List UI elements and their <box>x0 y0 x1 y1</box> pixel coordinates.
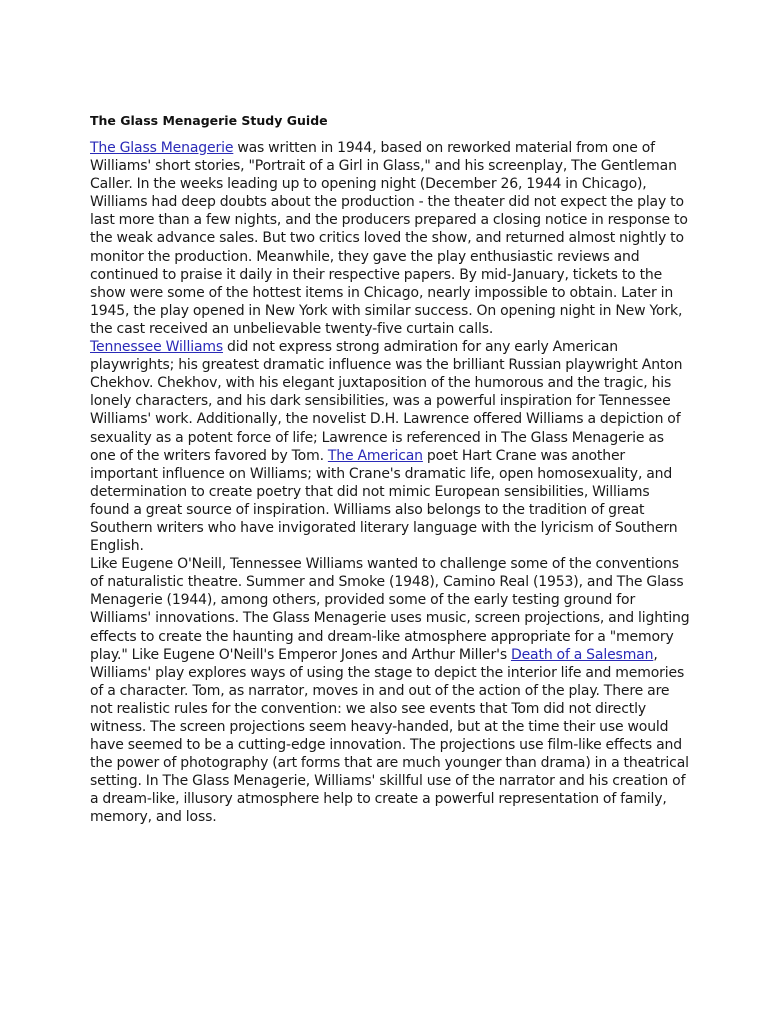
paragraph-innovations <box>90 555 690 826</box>
paragraph-history <box>90 139 690 338</box>
paragraph-text: was written in 1944, based on reworked material from one of Williams' short stories, "Portrait of a Girl in Glass," and his screenplay, The Gentleman Caller. In the weeks leading up to opening night (December 26, 1944 in Chicago), Williams had deep doubts about the production - the theater did not expect the play to last more than a few nights, and the producers prepared a closing notice in response to the weak advance sales. But two critics loved the show, and returned almost nightly to monitor the production. Meanwhile, they gave the play enthusiastic reviews and continued to praise it daily in their respective papers. By mid-January, tickets to the show were some of the hottest items in Chicago, nearly impossible to obtain. Later in 1945, the play opened in New York with similar success. On opening night in New York, the cast received an unbelievable twenty-five curtain calls. <box>90 140 688 337</box>
paragraph-text: poet Hart Crane was another important influence on Williams; with Crane's dramatic life, open homosexuality, and determination to create poetry that did not mimic European sensibilities, Williams found a great source of inspiration. Williams also belongs to the tradition of great Southern writers who have invigorated literary language with the lyricism of Southern English. <box>90 447 678 555</box>
paragraph-text: , Williams' play explores ways of using the stage to depict the interior life and memories of a character. Tom, as narrator, moves in and out of the action of the play. There are not realistic rules for the convention: we also see events that Tom did not directly witness. The screen projections seem heavy-handed, but at the time their use would have seemed to be a cutting-edge innovation. The projections use film-like effects and the power of photography (art forms that are much younger than drama) in a theatrical setting. In The Glass Menagerie, Williams' skillful use of the narrator and his creation of a dream-like, illusory atmosphere help to create a powerful representation of family, memory, and loss. <box>90 646 689 826</box>
link-the-glass-menagerie[interactable]: The Glass Menagerie <box>90 140 234 156</box>
document-page <box>90 112 690 827</box>
paragraph-text: Like Eugene O'Neill, Tennessee Williams wanted to challenge some of the conventions of naturalistic theatre. Summer and Smoke (1948), Camino Real (1953), and The Glass Menagerie (1944), among others, provided some of the early testing ground for Williams' innovations. The Glass Menagerie uses music, screen projections, and lighting effects to create the haunting and dream-like atmosphere appropriate for a "memory play." Like Eugene O'Neill's Emperor Jones and Arthur Miller's <box>90 556 690 663</box>
paragraph-text: did not express strong admiration for any early American playwrights; his greatest dramatic influence was the brilliant Russian playwright Anton Chekhov. Chekhov, with his elegant juxtaposition of the humorous and the tragic, his lonely characters, and his dark sensibilities, was a powerful inspiration for Tennessee Williams' work. Additionally, the novelist D.H. Lawrence offered Williams a depiction of sexuality as a potent force of life; Lawrence is referenced in The Glass Menagerie as one of the writers favored by Tom. <box>90 339 683 464</box>
link-tennessee-williams[interactable]: Tennessee Williams <box>90 339 224 356</box>
page-title: The Glass Menagerie Study Guide <box>90 113 328 128</box>
paragraph-influences <box>90 338 690 555</box>
link-death-of-a-salesman[interactable]: Death of a Salesman <box>510 646 654 663</box>
link-the-american[interactable]: The American <box>327 447 423 464</box>
